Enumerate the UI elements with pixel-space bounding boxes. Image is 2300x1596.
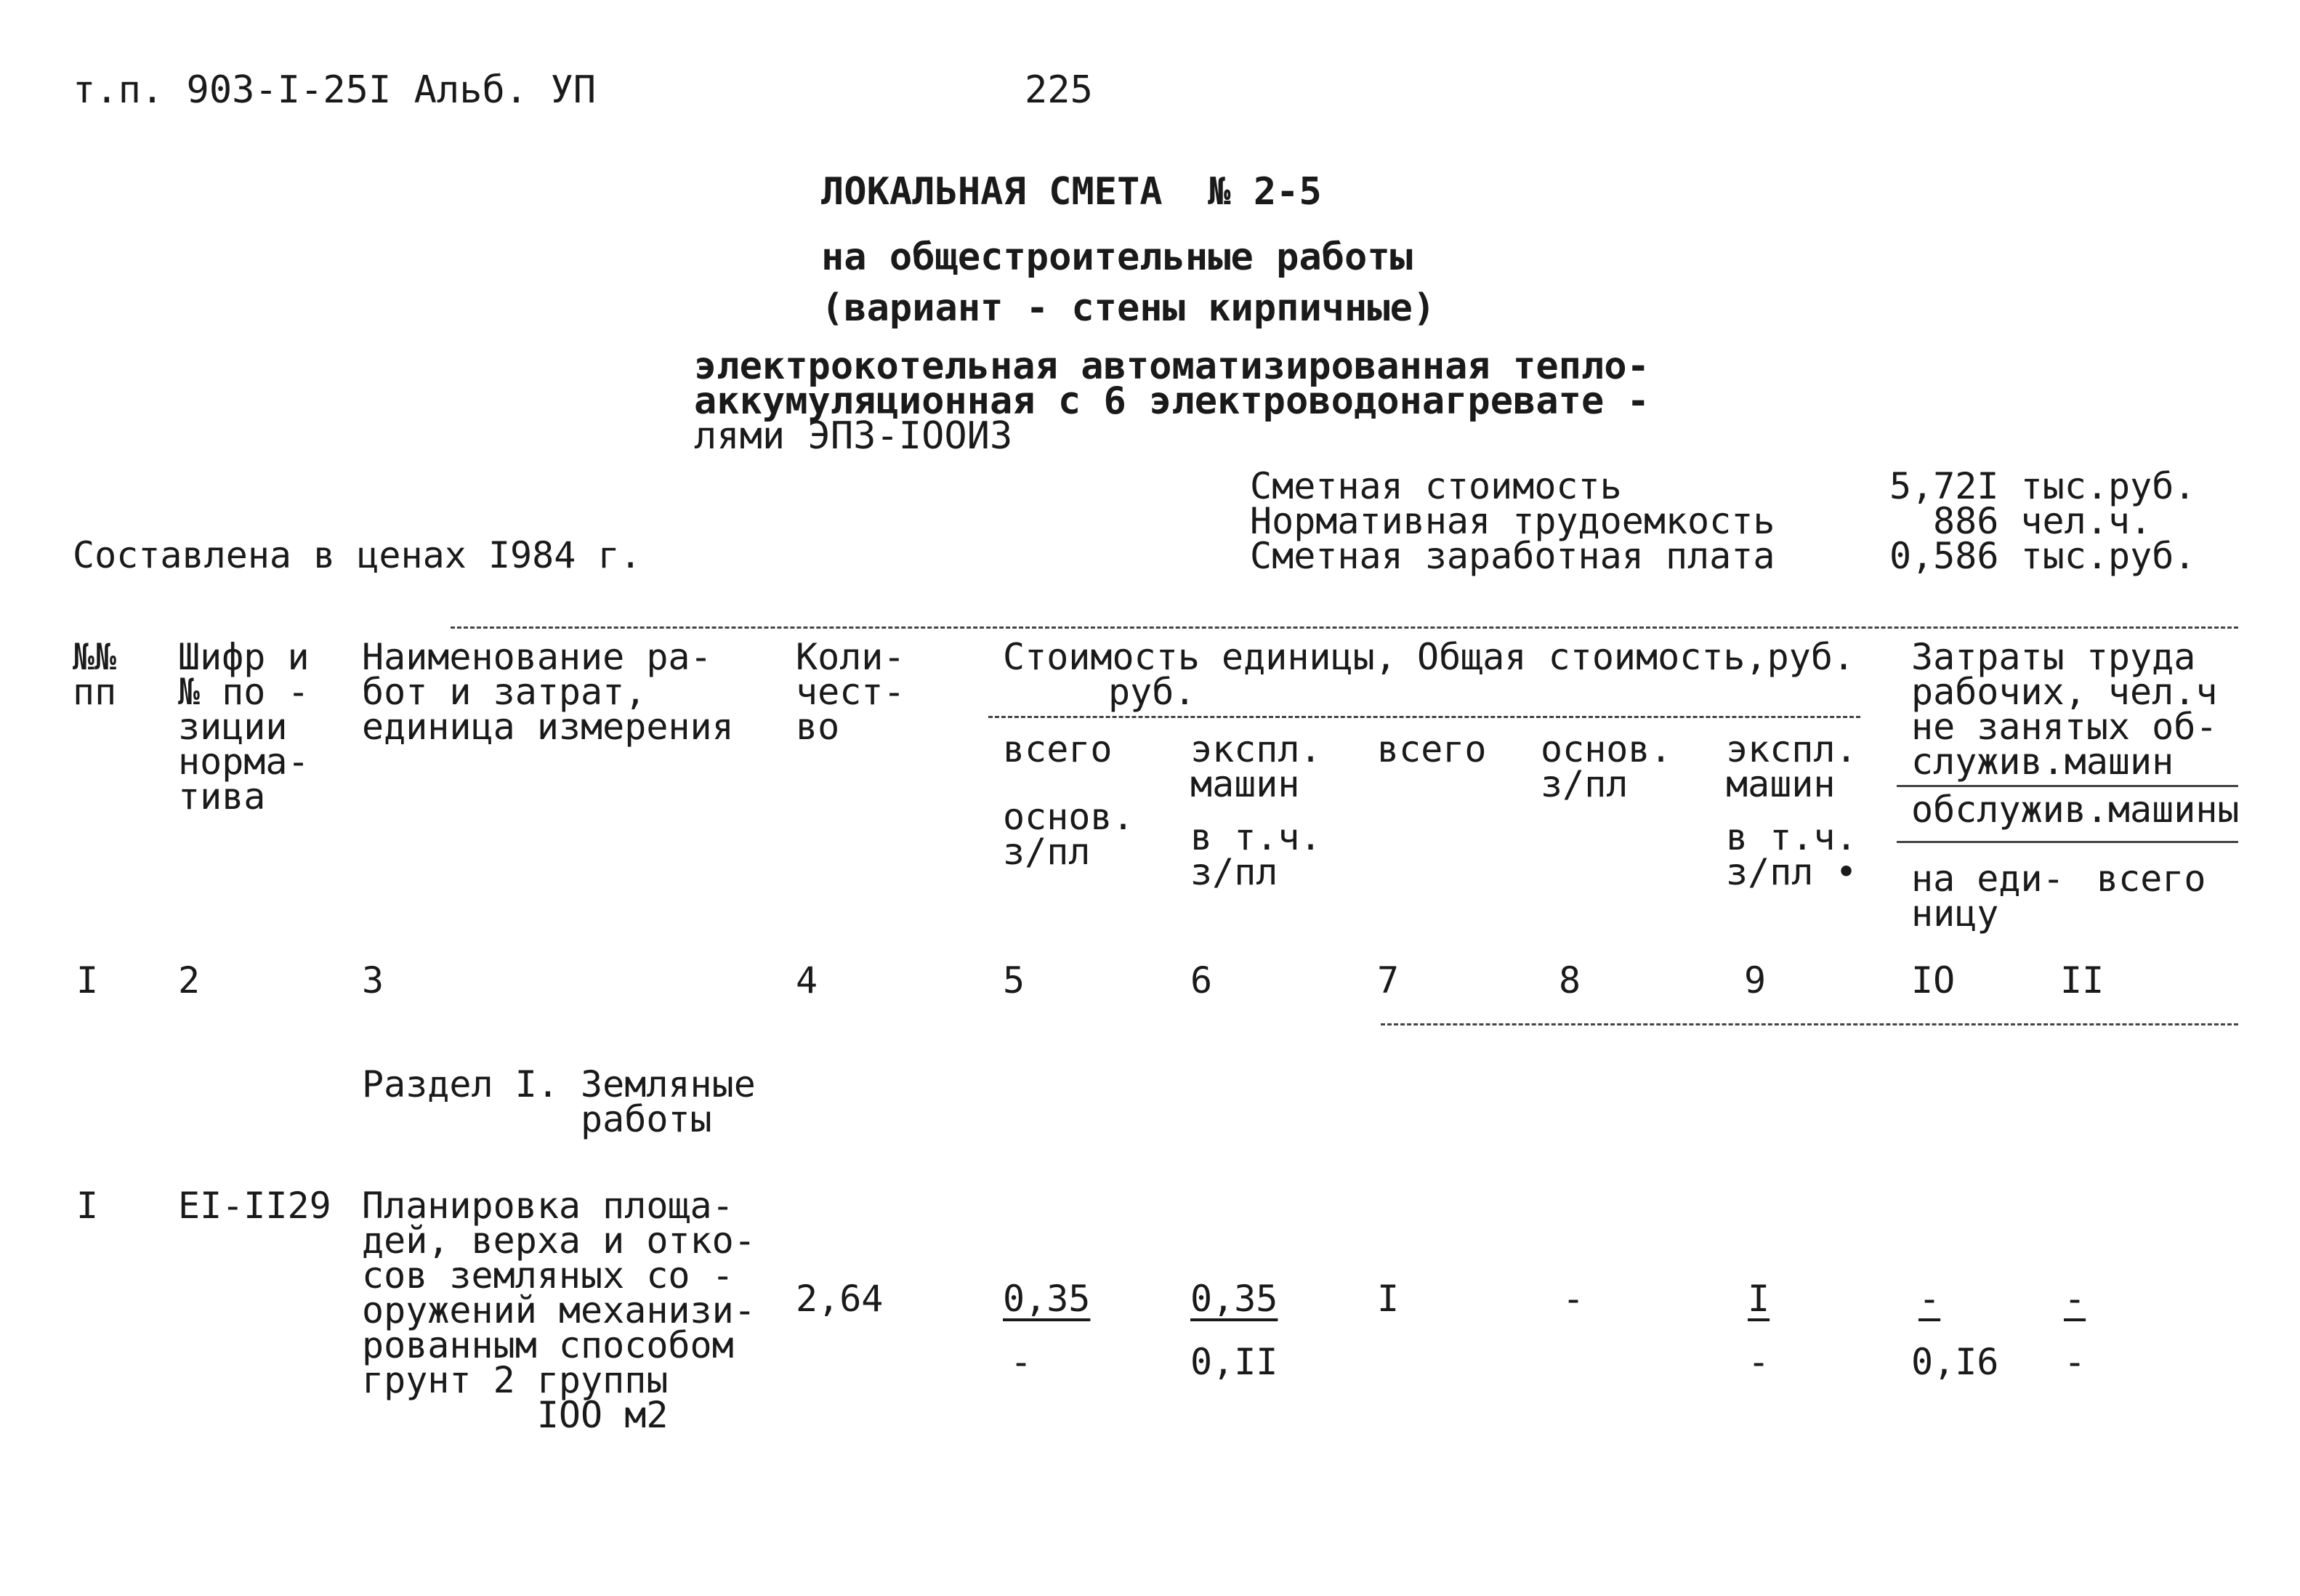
- row-labor-total: -: [2064, 1278, 2086, 1320]
- column-number: 9: [1744, 959, 1767, 1001]
- column-number: 5: [1003, 959, 1025, 1001]
- column-numbers-rule: [1381, 1023, 2238, 1025]
- summary-value-wages: 0,586 тыс.руб.: [1889, 535, 2196, 577]
- column-number: 7: [1377, 959, 1400, 1001]
- summary-label-cost: Сметная стоимость: [1250, 465, 1622, 507]
- row-unit-machine-cost: 0,35: [1190, 1278, 1278, 1320]
- col-header-total-cost: Общая стоимость,руб.: [1417, 636, 1855, 678]
- object-description-line-3: лями ЭПЗ-IOOИЗ: [694, 414, 1013, 458]
- subheader-osnov-5: основ. з/пл: [1003, 796, 1134, 873]
- object-description-line-1: электрокотельная автоматизированная тепло-: [694, 344, 1650, 388]
- column-number: II: [2060, 959, 2105, 1001]
- col-header-unit-cost: Стоимость единицы,: [1003, 636, 1397, 678]
- row-code: EI-II29: [178, 1185, 331, 1227]
- row-total-machine-cost: I: [1748, 1278, 1770, 1320]
- row-quantity: 2,64: [796, 1278, 884, 1320]
- column-number: 8: [1559, 959, 1581, 1001]
- row-total-cost: I: [1377, 1278, 1400, 1320]
- page-number: 225: [1025, 68, 1093, 112]
- section-heading: Раздел I. Земляные работы: [362, 1063, 756, 1140]
- row-labor-per-unit: -: [1918, 1278, 1941, 1320]
- cost-header-rule: [988, 716, 1860, 718]
- row-name: Планировка площа- дей, верха и отко- сов земляных со - оружений механизи- рованным способом грунт 2 группы IOO м2: [362, 1185, 756, 1436]
- subheader-vsego-7: всего: [1377, 728, 1487, 770]
- subheader-osnov-8: основ. з/пл: [1541, 728, 1672, 805]
- estimate-subtitle: на общестроительные работы: [821, 235, 1413, 279]
- row-unit-cost-wages: -: [1010, 1341, 1033, 1383]
- row-total-wages: -: [1562, 1278, 1585, 1320]
- row-labor-service-per-unit: 0,I6: [1911, 1341, 1999, 1383]
- subheader-per-unit: на еди- ницу: [1911, 858, 2065, 935]
- row-labor-service-total: -: [2064, 1341, 2086, 1383]
- column-number: I: [76, 959, 99, 1001]
- table-top-rule: [451, 626, 2238, 629]
- summary-value-labor: 886 чел.ч.: [1933, 500, 2152, 542]
- subheader-vtch-6: в т.ч. з/пл: [1190, 816, 1322, 893]
- col-header-labor: Затраты труда рабочих, чел.ч не занятых об- служив.машин: [1911, 636, 2218, 783]
- summary-label-labor: Нормативная трудоемкость: [1250, 500, 1775, 542]
- document-reference: т.п. 903-I-25I Альб. УП: [73, 68, 597, 112]
- labor-header-rule-2: [1897, 841, 2238, 843]
- estimate-title: ЛОКАЛЬНАЯ СМЕТА № 2-5: [821, 170, 1322, 214]
- labor-header-rule-1: [1897, 785, 2238, 787]
- summary-label-wages: Сметная заработная плата: [1250, 535, 1775, 577]
- column-number: 3: [362, 959, 384, 1001]
- column-number: 6: [1190, 959, 1213, 1001]
- subheader-ekspl-6: экспл. машин: [1190, 728, 1322, 805]
- subheader-labor-total: всего: [2097, 858, 2206, 900]
- subheader-vsego-5: всего: [1003, 728, 1113, 770]
- subheader-vtch-9: в т.ч. з/пл •: [1726, 816, 1857, 893]
- summary-value-cost: 5,72I тыс.руб.: [1889, 465, 2196, 507]
- estimate-variant: (вариант - стены кирпичные): [821, 286, 1436, 330]
- col-header-code: Шифр и № по - зиции норма- тива: [178, 636, 310, 818]
- row-unit-machine-wages: 0,II: [1190, 1341, 1278, 1383]
- row-total-machine-wages: -: [1748, 1341, 1770, 1383]
- prices-note: Составлена в ценах I984 г.: [73, 534, 642, 576]
- column-number: 4: [796, 959, 818, 1001]
- column-number: IO: [1911, 959, 1956, 1001]
- col-header-labor-service: обслужив.машины: [1911, 789, 2240, 831]
- row-unit-cost-total: 0,35: [1003, 1278, 1091, 1320]
- col-header-qty: Коли- чест- во: [796, 636, 905, 748]
- col-header-unit-cost-rub: руб.: [1108, 671, 1196, 713]
- col-header-name: Наименование ра- бот и затрат, единица измерения: [362, 636, 734, 748]
- column-number: 2: [178, 959, 201, 1001]
- row-number: I: [76, 1185, 99, 1227]
- col-header-num: №№ пп: [73, 636, 117, 713]
- subheader-ekspl-9: экспл. машин: [1726, 728, 1857, 805]
- object-description-line-2: аккумуляционная с 6 электроводонагревате -: [694, 379, 1650, 423]
